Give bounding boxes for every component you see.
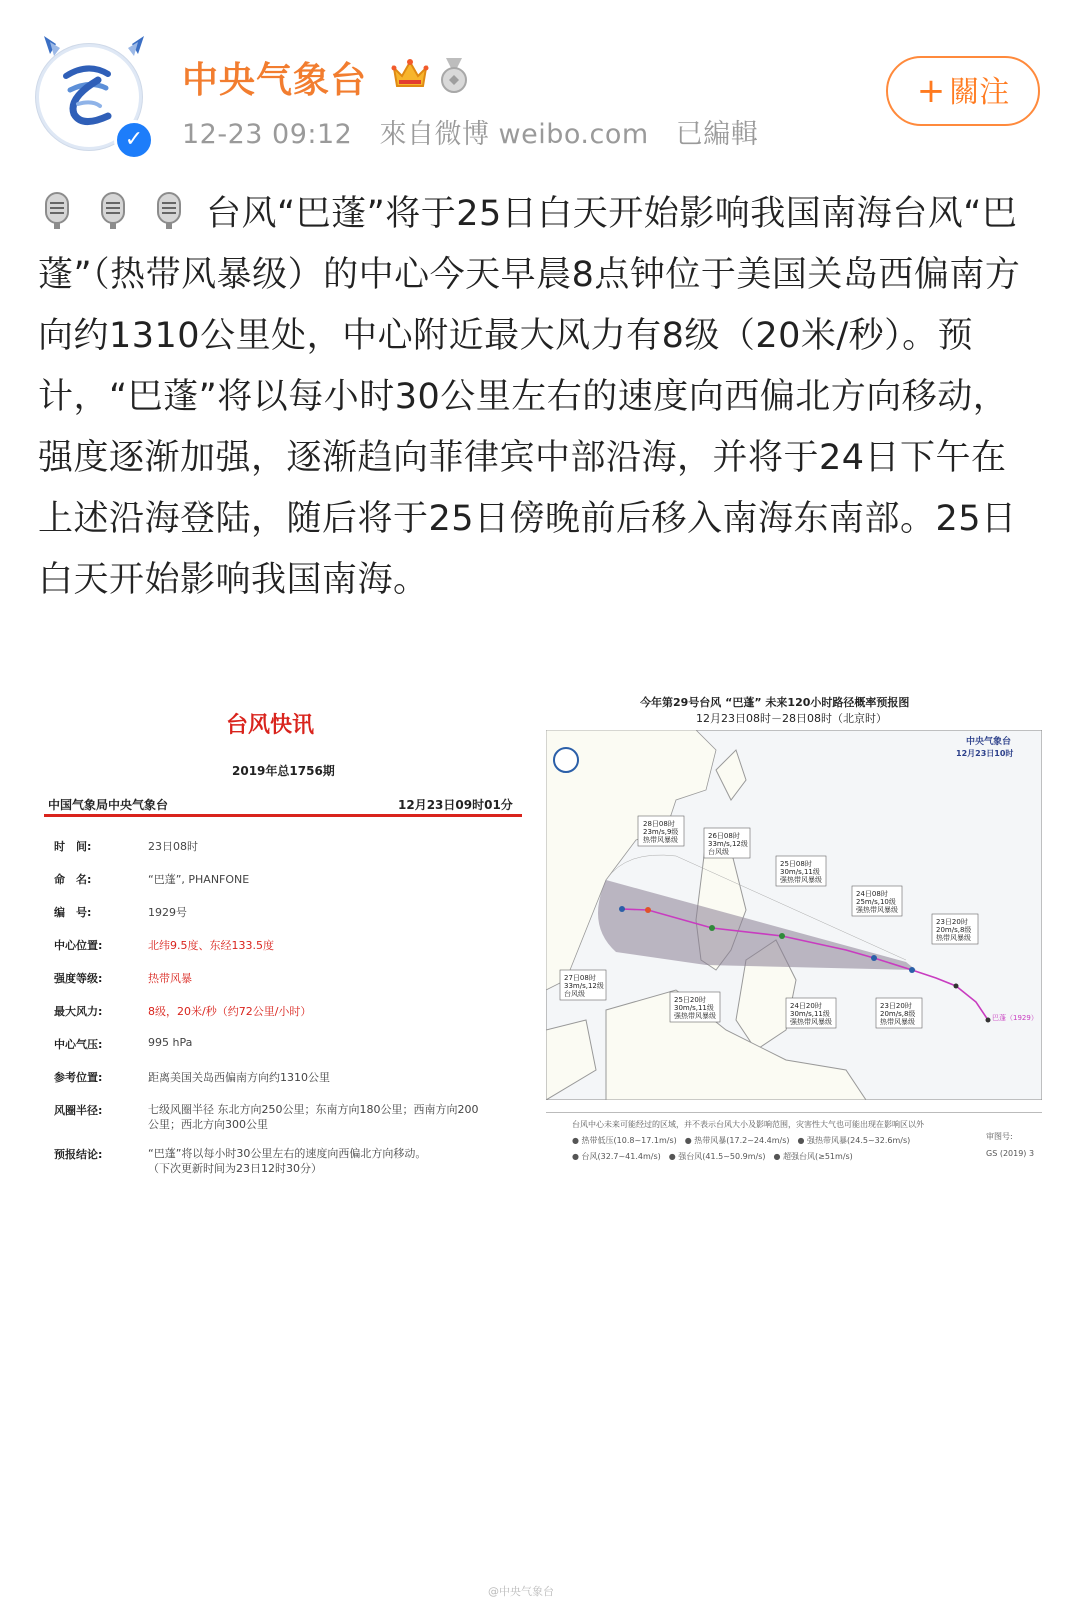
svg-text:26日08时: 26日08时 — [708, 832, 740, 840]
row-key: 预报结论: — [54, 1148, 103, 1161]
table-row — [54, 1140, 524, 1184]
follow-label: 關注 — [949, 75, 1010, 110]
svg-text:强热带风暴级: 强热带风暴级 — [790, 1018, 832, 1026]
table-row — [54, 865, 524, 898]
track-map — [546, 730, 1042, 1100]
row-key: 风圈半径: — [54, 1104, 103, 1117]
svg-text:30m/s,11级: 30m/s,11级 — [790, 1010, 830, 1018]
svg-text:25日08时: 25日08时 — [780, 860, 812, 868]
row-value — [148, 1146, 426, 1176]
post-source[interactable]: 來自微博 weibo.com — [379, 119, 649, 150]
divider — [44, 814, 522, 817]
svg-text:24日08时: 24日08时 — [856, 890, 888, 898]
forecast-line: “巴蓬”将以每小时30公里左右的速度向西偏北方向移动。 — [148, 1147, 427, 1160]
svg-text:28日08时: 28日08时 — [643, 820, 675, 828]
flash-issue: 2019年总1756期 — [232, 764, 335, 778]
cma-logo-icon — [48, 54, 128, 134]
svg-text:热带风暴级: 热带风暴级 — [880, 1018, 915, 1026]
svg-text:台风级: 台风级 — [708, 848, 729, 856]
table-row — [54, 964, 524, 997]
svg-text:巴蓬（1929）: 巴蓬（1929） — [992, 1014, 1038, 1022]
verified-badge-icon: ✓ — [114, 120, 154, 160]
post-text — [38, 184, 1038, 611]
table-row — [54, 1030, 524, 1063]
row-key: 中心气压: — [54, 1038, 103, 1051]
post-time: 12-23 09:12 — [182, 119, 353, 150]
svg-text:23日20时: 23日20时 — [936, 918, 968, 926]
medal-badge-icon[interactable] — [436, 56, 472, 94]
flash-table — [54, 832, 524, 1184]
svg-text:30m/s,11级: 30m/s,11级 — [780, 868, 820, 876]
table-row — [54, 1096, 524, 1140]
flash-org: 中国气象局中央气象台 — [48, 798, 169, 812]
map-legend — [488, 1112, 1042, 1598]
plus-icon: + — [916, 71, 946, 111]
row-value: 北纬9.5度、东经133.5度 — [148, 939, 274, 952]
table-row — [54, 931, 524, 964]
follow-button[interactable] — [886, 56, 1040, 126]
row-key: 最大风力: — [54, 1005, 103, 1018]
svg-text:25m/s,10级: 25m/s,10级 — [856, 898, 896, 906]
map-approval-label: 审图号: — [986, 1132, 1013, 1141]
svg-text:强热带风暴级: 强热带风暴级 — [674, 1012, 716, 1020]
microphone-emoji-icon — [94, 191, 132, 231]
svg-text:33m/s,12级: 33m/s,12级 — [564, 982, 604, 990]
row-value: 热带风暴 — [148, 972, 192, 985]
radius-line: 公里；西北方向300公里 — [148, 1118, 268, 1131]
svg-text:25日20时: 25日20时 — [674, 996, 706, 1004]
row-value: 1929号 — [148, 906, 187, 919]
post-body: 台风“巴蓬”将于25日白天开始影响我国南海台风“巴蓬”（热带风暴级）的中心今天早晨8点钟位于美国关岛西偏南方向约1310公里处，中心附近最大风力有8级（20米/秒）。预计，“巴蓬”将以每小时30公里左右的速度向西偏北方向移动，强度逐渐加强，逐渐趋向菲律宾中部沿海，并将于24日下午在上述沿海登陆，随后将于25日傍晚前后移入南海东南部。25日白天开始影响我国南海。 — [38, 194, 1021, 600]
svg-text:23m/s,9级: 23m/s,9级 — [643, 828, 679, 836]
row-value: 8级，20米/秒（约72公里/小时） — [148, 1005, 312, 1018]
row-key: 强度等级: — [54, 972, 103, 985]
post-meta — [182, 112, 776, 151]
legend-line: ● 台风(32.7~41.4m/s) ● 强台风(41.5~50.9m/s) ● 超强台风(≥51m/s) — [572, 1152, 853, 1161]
svg-text:20m/s,8级: 20m/s,8级 — [880, 1010, 916, 1018]
legend-line: 台风中心未来可能经过的区域，并不表示台风大小及影响范围，灾害性大气也可能出现在影响区以外 — [572, 1120, 924, 1129]
row-value: “巴蓬”, PHANFONE — [148, 873, 250, 886]
edited-label[interactable]: 已編輯 — [675, 119, 759, 150]
vip-crown-icon[interactable] — [390, 54, 430, 92]
svg-text:27日08时: 27日08时 — [564, 974, 596, 982]
watermark: @中央气象台 — [488, 1585, 554, 1598]
row-value: 23日08时 — [148, 840, 198, 853]
table-row — [54, 832, 524, 865]
svg-text:中央气象台: 中央气象台 — [966, 737, 1012, 747]
table-row — [54, 898, 524, 931]
map-subtitle: 12月23日08时－28日08时（北京时） — [696, 712, 887, 725]
flash-issued-time: 12月23日09时01分 — [398, 798, 513, 812]
row-key: 中心位置: — [54, 939, 103, 952]
table-row — [54, 1063, 524, 1096]
row-key: 参考位置: — [54, 1071, 103, 1084]
map-title: 今年第29号台风 “巴蓬” 未来120小时路径概率预报图 — [640, 696, 910, 709]
svg-text:热带风暴级: 热带风暴级 — [643, 836, 678, 844]
avatar[interactable] — [36, 32, 150, 152]
row-value: 995 hPa — [148, 1036, 193, 1049]
typhoon-track-map-image[interactable] — [488, 688, 1044, 1598]
svg-text:30m/s,11级: 30m/s,11级 — [674, 1004, 714, 1012]
row-key: 命 名: — [54, 873, 92, 886]
account-name[interactable]: 中央气象台 — [182, 60, 368, 101]
forecast-line: （下次更新时间为23日12时30分） — [148, 1162, 322, 1175]
row-key: 时 间: — [54, 840, 92, 853]
svg-text:强热带风暴级: 强热带风暴级 — [856, 906, 898, 914]
svg-text:33m/s,12级: 33m/s,12级 — [708, 840, 748, 848]
row-value — [148, 1102, 478, 1132]
row-value: 距离美国关岛西偏南方向约1310公里 — [148, 1071, 330, 1084]
svg-text:20m/s,8级: 20m/s,8级 — [936, 926, 972, 934]
flash-title: 台风快讯 — [226, 713, 315, 738]
svg-text:12月23日10时: 12月23日10时 — [956, 749, 1014, 758]
svg-text:台风级: 台风级 — [564, 990, 585, 998]
microphone-emoji-icon — [150, 191, 188, 231]
svg-text:23日20时: 23日20时 — [880, 1002, 912, 1010]
svg-text:24日20时: 24日20时 — [790, 1002, 822, 1010]
microphone-emoji-icon — [38, 191, 76, 231]
radius-line: 七级风圈半径 东北方向250公里；东南方向180公里；西南方向200 — [148, 1103, 479, 1116]
legend-line: ● 热带低压(10.8~17.1m/s) ● 热带风暴(17.2~24.4m/s) ● 强热带风暴(24.5~32.6m/s) — [572, 1136, 911, 1145]
row-key: 编 号: — [54, 906, 92, 919]
cma-logo-icon — [554, 748, 578, 772]
typhoon-flash-image[interactable] — [36, 690, 536, 1182]
svg-text:热带风暴级: 热带风暴级 — [936, 934, 971, 942]
svg-text:强热带风暴级: 强热带风暴级 — [780, 876, 822, 884]
map-approval-code: GS (2019) 3 — [986, 1149, 1035, 1158]
table-row — [54, 997, 524, 1030]
